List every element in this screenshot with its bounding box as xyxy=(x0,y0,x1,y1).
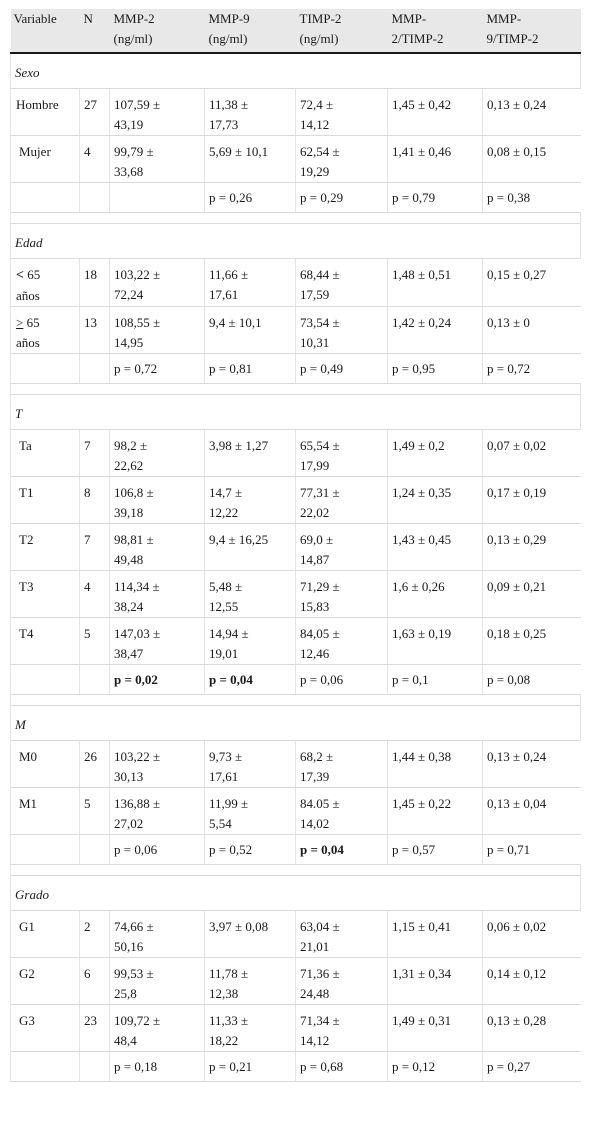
results-table-container xyxy=(10,9,580,1082)
p-value-row xyxy=(11,835,581,865)
section-row xyxy=(11,876,581,911)
row-mmp9: 14,7 ± 12,22 xyxy=(205,477,296,524)
table-row xyxy=(11,524,581,571)
table-row xyxy=(11,89,581,136)
row-mmp2: 98,81 ± 49,48 xyxy=(110,524,205,571)
row-timp2: 71,29 ± 15,83 xyxy=(296,571,388,618)
row-n: 27 xyxy=(80,89,110,136)
p-value-timp2: p = 0,04 xyxy=(296,835,388,865)
row-r1: 1,48 ± 0,51 xyxy=(388,259,483,307)
table-row xyxy=(11,958,581,1005)
row-r2: 0,13 ± 0,28 xyxy=(483,1005,581,1052)
p-value-timp2: p = 0,06 xyxy=(296,665,388,695)
table-body xyxy=(11,53,581,1082)
row-timp2: 84,05 ± 12,46 xyxy=(296,618,388,665)
p-value-mmp9: p = 0,81 xyxy=(205,354,296,384)
row-r1: 1,41 ± 0,46 xyxy=(388,136,483,183)
row-label: Mujer xyxy=(11,136,80,183)
row-timp2: 71,36 ± 24,48 xyxy=(296,958,388,1005)
spacer-cell xyxy=(11,865,581,876)
row-r2: 0,13 ± 0,29 xyxy=(483,524,581,571)
row-r1: 1,42 ± 0,24 xyxy=(388,307,483,354)
table-row xyxy=(11,571,581,618)
row-mmp9: 14,94 ± 19,01 xyxy=(205,618,296,665)
section-title: T xyxy=(11,395,581,430)
row-mmp2: 103,22 ± 30,13 xyxy=(110,741,205,788)
row-label: G3 xyxy=(11,1005,80,1052)
row-r2: 0,08 ± 0,15 xyxy=(483,136,581,183)
row-n: 26 xyxy=(80,741,110,788)
header-mmp9-timp2: MMP- 9/TIMP-2 xyxy=(483,9,581,53)
header-mmp9: MMP-9 (ng/ml) xyxy=(205,9,296,53)
header-mmp2-timp2: MMP- 2/TIMP-2 xyxy=(388,9,483,53)
p-value-mmp2 xyxy=(110,183,205,213)
row-timp2: 84.05 ± 14,02 xyxy=(296,788,388,835)
row-r1: 1,31 ± 0,34 xyxy=(388,958,483,1005)
table-row xyxy=(11,307,581,354)
row-r2: 0,18 ± 0,25 xyxy=(483,618,581,665)
row-r1: 1,45 ± 0,42 xyxy=(388,89,483,136)
p-value-r2: p = 0,08 xyxy=(483,665,581,695)
section-row xyxy=(11,224,581,259)
p-value-mmp2: p = 0,72 xyxy=(110,354,205,384)
row-r2: 0,09 ± 0,21 xyxy=(483,571,581,618)
row-label: M1 xyxy=(11,788,80,835)
row-mmp9: 9,4 ± 10,1 xyxy=(205,307,296,354)
header-row xyxy=(11,9,581,53)
p-value-r2: p = 0,27 xyxy=(483,1052,581,1082)
row-r1: 1,24 ± 0,35 xyxy=(388,477,483,524)
p-value-r1: p = 0,1 xyxy=(388,665,483,695)
p-value-row xyxy=(11,354,581,384)
row-n: 7 xyxy=(80,524,110,571)
row-r1: 1,49 ± 0,2 xyxy=(388,430,483,477)
header-n: N xyxy=(80,9,110,53)
row-mmp9: 11,66 ± 17,61 xyxy=(205,259,296,307)
row-mmp9: 11,99 ± 5,54 xyxy=(205,788,296,835)
p-value-timp2: p = 0,29 xyxy=(296,183,388,213)
header-variable: Variable xyxy=(11,9,80,53)
row-timp2: 72,4 ± 14,12 xyxy=(296,89,388,136)
table-row xyxy=(11,1005,581,1052)
row-label: M0 xyxy=(11,741,80,788)
row-r1: 1,43 ± 0,45 xyxy=(388,524,483,571)
row-r2: 0,13 ± 0,04 xyxy=(483,788,581,835)
row-timp2: 77,31 ± 22,02 xyxy=(296,477,388,524)
row-r2: 0,06 ± 0,02 xyxy=(483,911,581,958)
spacer-cell xyxy=(11,384,581,395)
row-n: 23 xyxy=(80,1005,110,1052)
comparison-symbol: < xyxy=(16,268,24,283)
section-row xyxy=(11,395,581,430)
row-r2: 0,13 ± 0,24 xyxy=(483,741,581,788)
p-empty-label xyxy=(11,1052,80,1082)
p-value-mmp9: p = 0,52 xyxy=(205,835,296,865)
row-n: 2 xyxy=(80,911,110,958)
row-mmp9: 11,33 ± 18,22 xyxy=(205,1005,296,1052)
row-mmp2: 136,88 ± 27,02 xyxy=(110,788,205,835)
row-r2: 0,07 ± 0,02 xyxy=(483,430,581,477)
row-mmp2: 99,53 ± 25,8 xyxy=(110,958,205,1005)
p-empty-n xyxy=(80,835,110,865)
row-n: 13 xyxy=(80,307,110,354)
row-n: 18 xyxy=(80,259,110,307)
section-title: Edad xyxy=(11,224,581,259)
p-value-mmp9: p = 0,04 xyxy=(205,665,296,695)
row-r2: 0,14 ± 0,12 xyxy=(483,958,581,1005)
row-mmp2: 107,59 ± 43,19 xyxy=(110,89,205,136)
row-n: 8 xyxy=(80,477,110,524)
row-mmp9: 9,4 ± 16,25 xyxy=(205,524,296,571)
row-n: 7 xyxy=(80,430,110,477)
section-title: Sexo xyxy=(11,53,581,89)
table-row xyxy=(11,477,581,524)
spacer-cell xyxy=(11,213,581,224)
row-label: T4 xyxy=(11,618,80,665)
table-row xyxy=(11,741,581,788)
p-empty-label xyxy=(11,183,80,213)
row-r2: 0,15 ± 0,27 xyxy=(483,259,581,307)
p-value-mmp9: p = 0,21 xyxy=(205,1052,296,1082)
row-label xyxy=(11,307,80,354)
header-timp2: TIMP-2 (ng/ml) xyxy=(296,9,388,53)
p-value-row xyxy=(11,183,581,213)
row-label: G2 xyxy=(11,958,80,1005)
row-timp2: 62,54 ± 19,29 xyxy=(296,136,388,183)
row-label: T2 xyxy=(11,524,80,571)
spacer-cell xyxy=(11,695,581,706)
comparison-symbol: > xyxy=(16,315,24,330)
row-label: T1 xyxy=(11,477,80,524)
results-table xyxy=(10,9,581,1082)
row-r1: 1,44 ± 0,38 xyxy=(388,741,483,788)
section-spacer xyxy=(11,865,581,876)
p-empty-n xyxy=(80,183,110,213)
row-timp2: 63,04 ± 21,01 xyxy=(296,911,388,958)
row-label-text: 65 años xyxy=(16,315,40,350)
table-header xyxy=(11,9,581,53)
p-value-row xyxy=(11,1052,581,1082)
section-title: Grado xyxy=(11,876,581,911)
p-value-r2: p = 0,71 xyxy=(483,835,581,865)
row-n: 5 xyxy=(80,618,110,665)
p-value-timp2: p = 0,49 xyxy=(296,354,388,384)
row-mmp2: 109,72 ± 48,4 xyxy=(110,1005,205,1052)
row-timp2: 68,44 ± 17,59 xyxy=(296,259,388,307)
row-mmp2: 103,22 ± 72,24 xyxy=(110,259,205,307)
row-n: 6 xyxy=(80,958,110,1005)
section-row xyxy=(11,53,581,89)
section-spacer xyxy=(11,213,581,224)
row-label: Ta xyxy=(11,430,80,477)
row-mmp9: 11,38 ± 17,73 xyxy=(205,89,296,136)
row-r1: 1,15 ± 0,41 xyxy=(388,911,483,958)
row-mmp2: 147,03 ± 38,47 xyxy=(110,618,205,665)
p-value-mmp2: p = 0,18 xyxy=(110,1052,205,1082)
row-r2: 0,13 ± 0,24 xyxy=(483,89,581,136)
row-mmp2: 108,55 ± 14,95 xyxy=(110,307,205,354)
p-value-timp2: p = 0,68 xyxy=(296,1052,388,1082)
p-value-mmp9: p = 0,26 xyxy=(205,183,296,213)
row-n: 5 xyxy=(80,788,110,835)
p-value-r1: p = 0,12 xyxy=(388,1052,483,1082)
row-mmp2: 98,2 ± 22,62 xyxy=(110,430,205,477)
p-value-mmp2: p = 0,02 xyxy=(110,665,205,695)
p-value-r1: p = 0,57 xyxy=(388,835,483,865)
header-mmp2: MMP-2 (ng/ml) xyxy=(110,9,205,53)
row-mmp2: 99,79 ± 33,68 xyxy=(110,136,205,183)
section-row xyxy=(11,706,581,741)
row-timp2: 69,0 ± 14,87 xyxy=(296,524,388,571)
p-value-row xyxy=(11,665,581,695)
table-row xyxy=(11,788,581,835)
row-mmp2: 106,8 ± 39,18 xyxy=(110,477,205,524)
p-empty-label xyxy=(11,354,80,384)
section-title: M xyxy=(11,706,581,741)
row-mmp9: 3,97 ± 0,08 xyxy=(205,911,296,958)
row-r2: 0,17 ± 0,19 xyxy=(483,477,581,524)
row-n: 4 xyxy=(80,571,110,618)
row-r1: 1,49 ± 0,31 xyxy=(388,1005,483,1052)
p-empty-n xyxy=(80,354,110,384)
row-mmp2: 74,66 ± 50,16 xyxy=(110,911,205,958)
p-empty-label xyxy=(11,665,80,695)
p-value-r2: p = 0,38 xyxy=(483,183,581,213)
row-n: 4 xyxy=(80,136,110,183)
row-mmp2: 114,34 ± 38,24 xyxy=(110,571,205,618)
row-mmp9: 3,98 ± 1,27 xyxy=(205,430,296,477)
p-value-mmp2: p = 0,06 xyxy=(110,835,205,865)
table-row xyxy=(11,136,581,183)
row-mmp9: 9,73 ± 17,61 xyxy=(205,741,296,788)
table-row xyxy=(11,618,581,665)
row-label: Hombre xyxy=(11,89,80,136)
row-label-text: 65 años xyxy=(16,267,41,303)
row-label xyxy=(11,259,80,307)
row-r1: 1,6 ± 0,26 xyxy=(388,571,483,618)
row-r1: 1,63 ± 0,19 xyxy=(388,618,483,665)
row-timp2: 65,54 ± 17,99 xyxy=(296,430,388,477)
p-value-r1: p = 0,95 xyxy=(388,354,483,384)
section-spacer xyxy=(11,384,581,395)
row-timp2: 71,34 ± 14,12 xyxy=(296,1005,388,1052)
p-empty-n xyxy=(80,1052,110,1082)
table-row xyxy=(11,259,581,307)
row-r2: 0,13 ± 0 xyxy=(483,307,581,354)
row-mmp9: 5,69 ± 10,1 xyxy=(205,136,296,183)
row-mmp9: 11,78 ± 12,38 xyxy=(205,958,296,1005)
p-value-r2: p = 0,72 xyxy=(483,354,581,384)
table-row xyxy=(11,430,581,477)
section-spacer xyxy=(11,695,581,706)
p-value-r1: p = 0,79 xyxy=(388,183,483,213)
row-label: T3 xyxy=(11,571,80,618)
row-mmp9: 5,48 ± 12,55 xyxy=(205,571,296,618)
p-empty-n xyxy=(80,665,110,695)
row-label: G1 xyxy=(11,911,80,958)
row-timp2: 73,54 ± 10,31 xyxy=(296,307,388,354)
row-timp2: 68,2 ± 17,39 xyxy=(296,741,388,788)
table-row xyxy=(11,911,581,958)
p-empty-label xyxy=(11,835,80,865)
row-r1: 1,45 ± 0,22 xyxy=(388,788,483,835)
